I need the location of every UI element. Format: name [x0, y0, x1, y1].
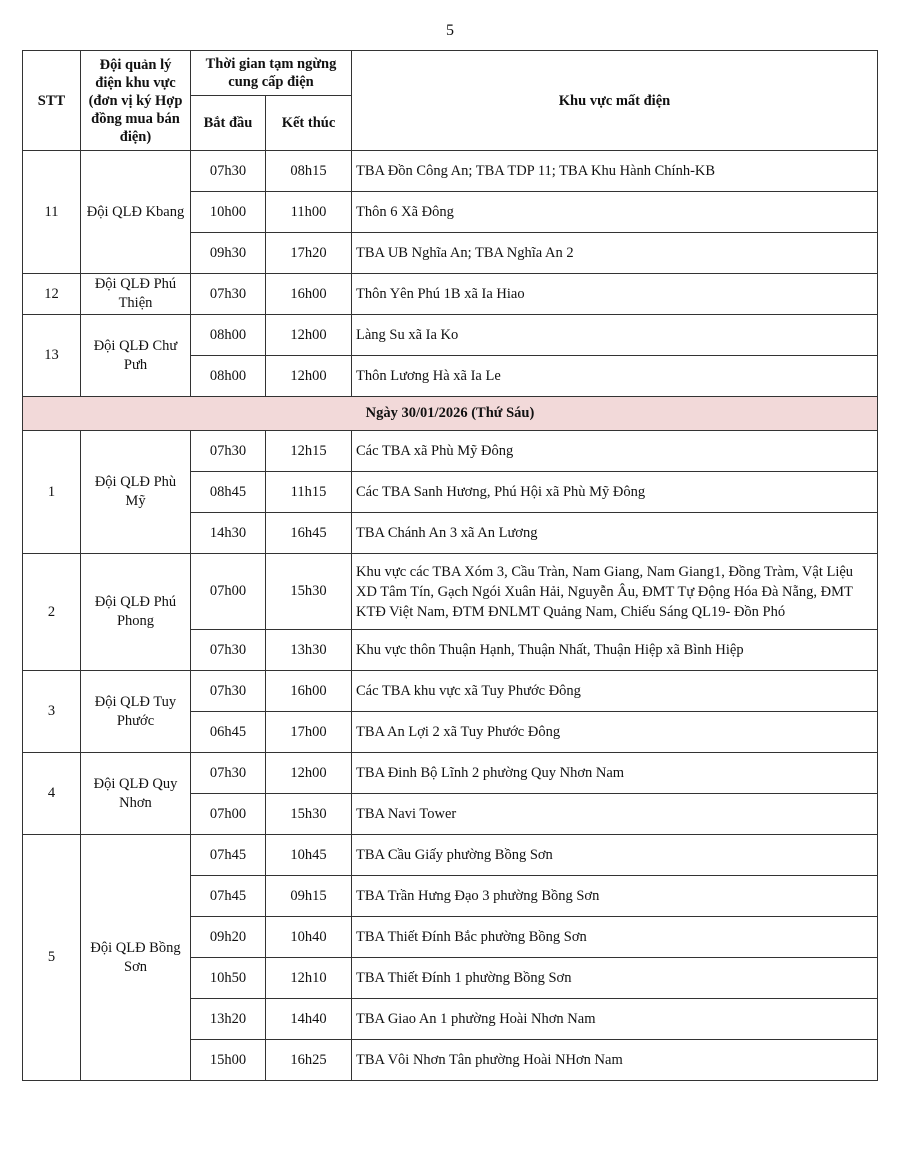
- outage-area-cell: Các TBA khu vực xã Tuy Phước Đông: [352, 671, 878, 712]
- start-time-cell: 08h00: [191, 315, 266, 356]
- start-time-cell: 10h50: [191, 958, 266, 999]
- start-time-cell: 07h45: [191, 835, 266, 876]
- outage-area-cell: TBA Thiết Đính Bắc phường Bồng Sơn: [352, 917, 878, 958]
- header-team: Đội quản lý điện khu vực (đơn vị ký Hợp đồng mua bán điện): [81, 51, 191, 151]
- start-time-cell: 07h00: [191, 794, 266, 835]
- start-time-cell: 07h30: [191, 753, 266, 794]
- table-row: [23, 753, 878, 794]
- stt-cell: 11: [23, 151, 81, 274]
- end-time-cell: 09h15: [266, 876, 352, 917]
- stt-cell: 1: [23, 431, 81, 554]
- stt-cell: 3: [23, 671, 81, 753]
- end-time-cell: 16h45: [266, 513, 352, 554]
- start-time-cell: 07h30: [191, 431, 266, 472]
- outage-area-cell: Khu vực các TBA Xóm 3, Cầu Tràn, Nam Giang, Nam Giang1, Đồng Tràm, Vật Liệu XD Tâm Tín, Gạch Ngói Xuân Hải, Nguyễn Âu, ĐMT Tự Động Hóa Đà Nẵng, ĐMT KTĐ Việt Nam, ĐTM ĐNLMT Quảng Nam, Chiếu Sáng QL19- Đồn Phó: [352, 554, 878, 630]
- end-time-cell: 12h00: [266, 753, 352, 794]
- outage-area-cell: Các TBA xã Phù Mỹ Đông: [352, 431, 878, 472]
- table-row: [23, 274, 878, 315]
- team-cell: Đội QLĐ Quy Nhơn: [81, 753, 191, 835]
- table-row: [23, 151, 878, 192]
- outage-area-cell: TBA Cầu Giấy phường Bồng Sơn: [352, 835, 878, 876]
- table-row: [23, 431, 878, 472]
- outage-area-cell: Thôn Yên Phú 1B xã Ia Hiao: [352, 274, 878, 315]
- outage-schedule-table: [22, 50, 878, 1081]
- stt-cell: 5: [23, 835, 81, 1081]
- outage-area-cell: Thôn Lương Hà xã Ia Le: [352, 356, 878, 397]
- team-cell: Đội QLĐ Tuy Phước: [81, 671, 191, 753]
- header-time-group: Thời gian tạm ngừng cung cấp điện: [191, 51, 352, 96]
- outage-area-cell: Thôn 6 Xã Đông: [352, 192, 878, 233]
- end-time-cell: 11h00: [266, 192, 352, 233]
- end-time-cell: 16h00: [266, 671, 352, 712]
- stt-cell: 13: [23, 315, 81, 397]
- start-time-cell: 08h45: [191, 472, 266, 513]
- outage-area-cell: TBA UB Nghĩa An; TBA Nghĩa An 2: [352, 233, 878, 274]
- header-area: Khu vực mất điện: [352, 51, 878, 151]
- start-time-cell: 07h30: [191, 630, 266, 671]
- header-stt: STT: [23, 51, 81, 151]
- start-time-cell: 07h00: [191, 554, 266, 630]
- end-time-cell: 17h20: [266, 233, 352, 274]
- header-end: Kết thúc: [266, 96, 352, 151]
- end-time-cell: 12h00: [266, 315, 352, 356]
- end-time-cell: 10h40: [266, 917, 352, 958]
- schedule-part2: [23, 431, 878, 1081]
- outage-area-cell: TBA An Lợi 2 xã Tuy Phước Đông: [352, 712, 878, 753]
- end-time-cell: 15h30: [266, 794, 352, 835]
- outage-area-cell: TBA Đinh Bộ Lĩnh 2 phường Quy Nhơn Nam: [352, 753, 878, 794]
- start-time-cell: 10h00: [191, 192, 266, 233]
- start-time-cell: 09h20: [191, 917, 266, 958]
- outage-area-cell: TBA Trần Hưng Đạo 3 phường Bồng Sơn: [352, 876, 878, 917]
- table-row: [23, 554, 878, 630]
- outage-area-cell: Các TBA Sanh Hương, Phú Hội xã Phù Mỹ Đông: [352, 472, 878, 513]
- stt-cell: 4: [23, 753, 81, 835]
- end-time-cell: 14h40: [266, 999, 352, 1040]
- start-time-cell: 07h30: [191, 671, 266, 712]
- end-time-cell: 16h25: [266, 1040, 352, 1081]
- header-start: Bắt đầu: [191, 96, 266, 151]
- outage-area-cell: TBA Vôi Nhơn Tân phường Hoài NHơn Nam: [352, 1040, 878, 1081]
- outage-area-cell: TBA Đồn Công An; TBA TDP 11; TBA Khu Hành Chính-KB: [352, 151, 878, 192]
- team-cell: Đội QLĐ Kbang: [81, 151, 191, 274]
- outage-area-cell: TBA Navi Tower: [352, 794, 878, 835]
- end-time-cell: 11h15: [266, 472, 352, 513]
- stt-cell: 2: [23, 554, 81, 671]
- end-time-cell: 13h30: [266, 630, 352, 671]
- end-time-cell: 12h00: [266, 356, 352, 397]
- start-time-cell: 13h20: [191, 999, 266, 1040]
- start-time-cell: 07h30: [191, 274, 266, 315]
- day-separator-row: [23, 397, 878, 431]
- end-time-cell: 17h00: [266, 712, 352, 753]
- table-row: [23, 835, 878, 876]
- team-cell: Đội QLĐ Chư Pưh: [81, 315, 191, 397]
- table-row: [23, 315, 878, 356]
- end-time-cell: 10h45: [266, 835, 352, 876]
- end-time-cell: 08h15: [266, 151, 352, 192]
- stt-cell: 12: [23, 274, 81, 315]
- page-number: 5: [446, 22, 454, 39]
- start-time-cell: 07h30: [191, 151, 266, 192]
- start-time-cell: 15h00: [191, 1040, 266, 1081]
- outage-area-cell: TBA Chánh An 3 xã An Lương: [352, 513, 878, 554]
- start-time-cell: 14h30: [191, 513, 266, 554]
- end-time-cell: 16h00: [266, 274, 352, 315]
- outage-area-cell: Làng Su xã Ia Ko: [352, 315, 878, 356]
- outage-area-cell: TBA Giao An 1 phường Hoài Nhơn Nam: [352, 999, 878, 1040]
- end-time-cell: 12h15: [266, 431, 352, 472]
- outage-area-cell: TBA Thiết Đính 1 phường Bồng Sơn: [352, 958, 878, 999]
- start-time-cell: 06h45: [191, 712, 266, 753]
- start-time-cell: 07h45: [191, 876, 266, 917]
- day-separator: Ngày 30/01/2026 (Thứ Sáu): [23, 397, 878, 431]
- team-cell: Đội QLĐ Phú Thiện: [81, 274, 191, 315]
- team-cell: Đội QLĐ Phú Phong: [81, 554, 191, 671]
- outage-area-cell: Khu vực thôn Thuận Hạnh, Thuận Nhất, Thuận Hiệp xã Bình Hiệp: [352, 630, 878, 671]
- start-time-cell: 08h00: [191, 356, 266, 397]
- start-time-cell: 09h30: [191, 233, 266, 274]
- team-cell: Đội QLĐ Phù Mỹ: [81, 431, 191, 554]
- table-row: [23, 671, 878, 712]
- end-time-cell: 15h30: [266, 554, 352, 630]
- end-time-cell: 12h10: [266, 958, 352, 999]
- team-cell: Đội QLĐ Bồng Sơn: [81, 835, 191, 1081]
- schedule-part1: [23, 151, 878, 397]
